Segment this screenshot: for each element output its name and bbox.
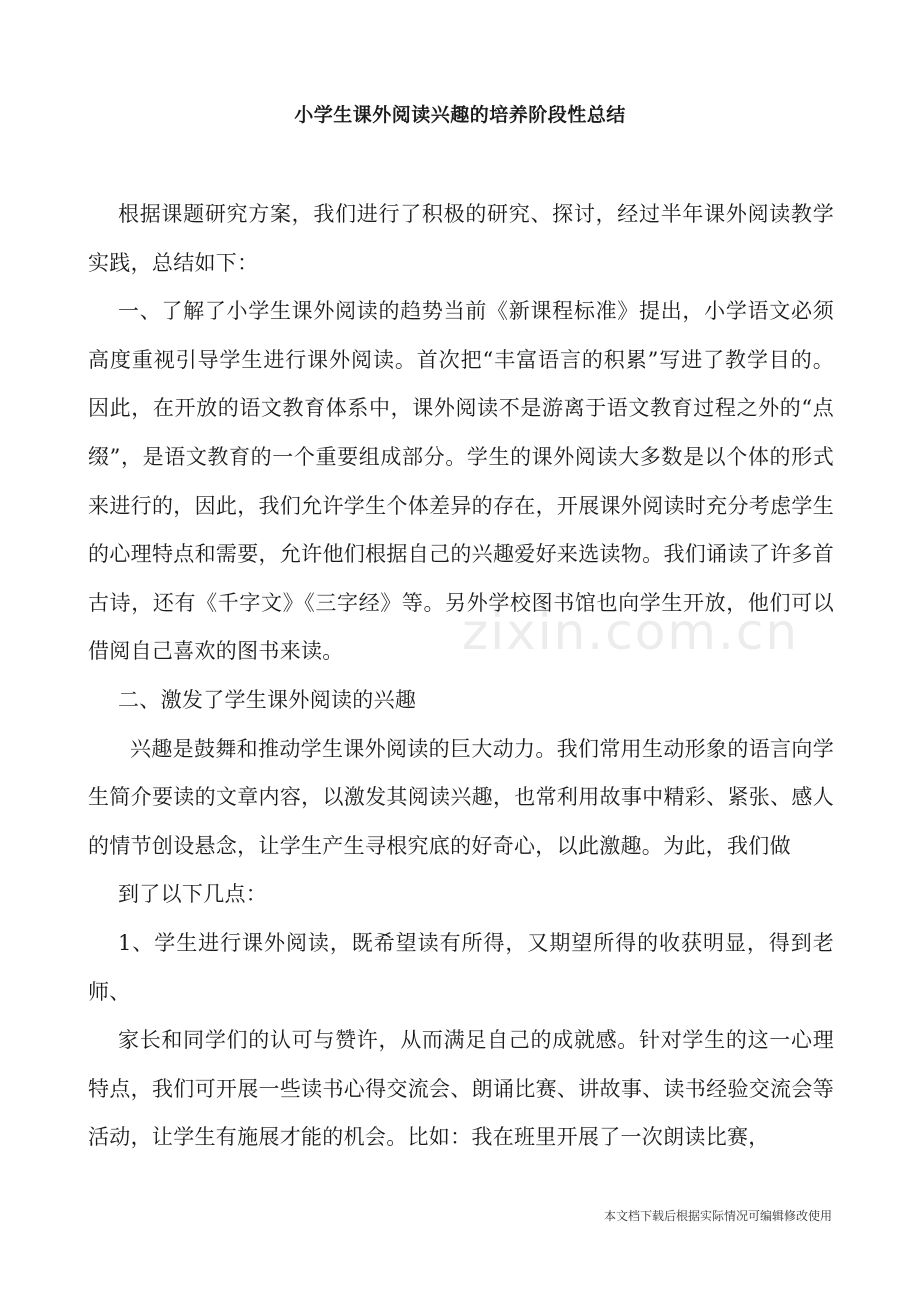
paragraph-point-1-cont: 家长和同学们的认可与赞许，从而满足自己的成就感。针对学生的这一心理特点，我们可开展一些读书心得交流会、朗诵比赛、讲故事、读书经验交流会等活动，让学生有施展才能的机会。比如：我在班里开展了一次朗读比赛， [88, 1028, 834, 1150]
document-body [88, 190, 834, 1162]
document-title: 小学生课外阅读兴趣的培养阶段性总结 [294, 104, 626, 126]
paragraph-intro: 根据课题研究方案，我们进行了积极的研究、探讨，经过半年课外阅读教学实践，总结如下： [88, 202, 834, 275]
page-footer: 本文档下载后根据实际情况可编辑修改使用 [603, 1209, 832, 1223]
watermark: zixin.com.cn [462, 603, 800, 661]
paragraph-interest: 兴趣是鼓舞和推动学生课外阅读的巨大动力。我们常用生动形象的语言向学生简介要读的文章内容，以激发其阅读兴趣，也常利用故事中精彩、紧张、感人的情节创设悬念，让学生产生寻根究底的好奇心，以此激趣。为此，我们做 [88, 736, 834, 858]
paragraph-points-intro: 到了以下几点： [118, 882, 268, 907]
paragraph-section-1: 一、了解了小学生课外阅读的趋势当前《新课程标准》提出，小学语文必须高度重视引导学生进行课外阅读。首次把“丰富语言的积累”写进了教学目的。因此，在开放的语文教育体系中，课外阅读不是游离于语文教育过程之外的“点缀”，是语文教育的一个重要组成部分。学生的课外阅读大多数是以个体的形式来进行的，因此，我们允许学生个体差异的存在，开展课外阅读时充分考虑学生的心理特点和需要，允许他们根据自己的兴趣爱好来选读物。我们诵读了许多首古诗，还有《千字文》《三字经》等。另外学校图书馆也向学生开放，他们可以借阅自己喜欢的图书来读。 [88, 299, 834, 664]
paragraph-point-1: 1、学生进行课外阅读，既希望读有所得，又期望所得的收获明显，得到老师、 [88, 930, 834, 1004]
paragraph-section-2-heading: 二、激发了学生课外阅读的兴趣 [118, 687, 417, 712]
